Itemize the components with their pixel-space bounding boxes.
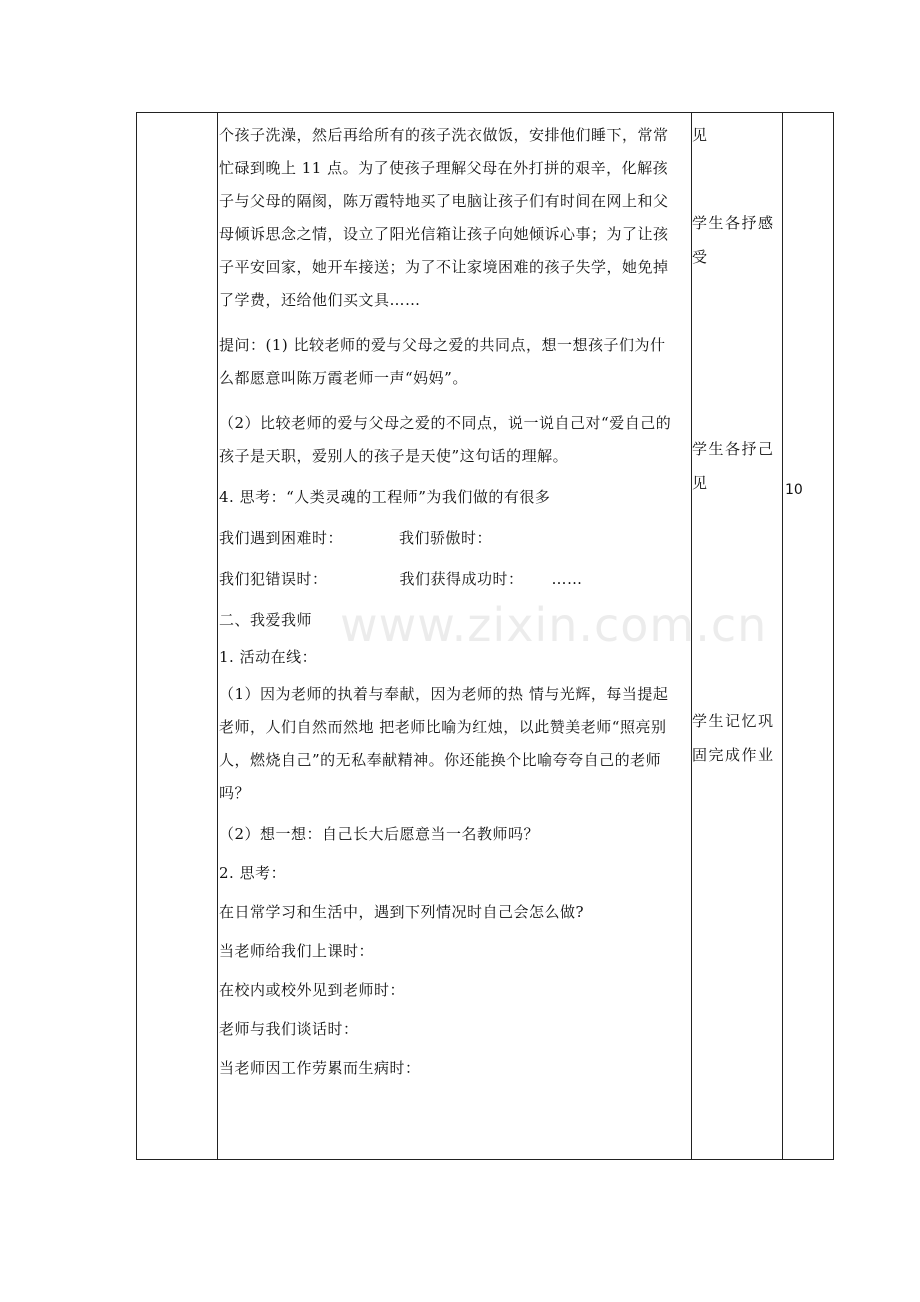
think-row (219, 522, 689, 555)
student-note: 见 (692, 126, 709, 144)
text-line: 人，燃烧自己”的无私奉献精神。你还能换个比喻夸夸自己的老师 (219, 751, 662, 769)
text-line: 2. 思考： (219, 864, 287, 882)
section-heading: 二、我爱我师 (219, 611, 313, 629)
text-line: （1）因为老师的执着与奉献，因为老师的热 情与光辉，每当提起 (219, 685, 669, 703)
text-line: 忙碌到晚上 11 点。为了使孩子理解父母在外打拼的艰辛，化解孩 (219, 159, 669, 177)
teaching-content-column (219, 112, 689, 1085)
think-item: …… (551, 570, 583, 588)
text-line: 母倾诉思念之情，设立了阳光信箱让孩子向她倾诉心事；为了让孩 (219, 225, 669, 243)
text-line: 在日常学习和生活中，遇到下列情况时自己会怎么做? (219, 903, 585, 921)
text-line: 子与父母的隔阂，陈万霞特地买了电脑让孩子们有时间在网上和父 (219, 192, 669, 210)
text-line: 个孩子洗澡，然后再给所有的孩子洗衣做饭，安排他们睡下，常常 (219, 126, 669, 144)
text-line: 子平安回家，她开车接送；为了不让家境困难的孩子失学，她免掉 (219, 258, 669, 276)
question-line: 孩子是天职，爱别人的孩子是天使”这句话的理解。 (219, 447, 569, 465)
text-line: 当老师因工作劳累而生病时： (219, 1059, 421, 1077)
question-line: 提问：(1) 比较老师的爱与父母之爱的共同点，想一想孩子们为什 (219, 336, 666, 354)
think-item: 我们获得成功时： (399, 570, 524, 588)
text-line: 老师，人们自然而然地 把老师比喻为红烛，以此赞美老师“照亮别 (219, 718, 667, 736)
text-line: 当老师给我们上课时： (219, 942, 375, 960)
think-item: 我们犯错误时： (219, 570, 328, 588)
student-note: 学生各抒感 受 (692, 214, 775, 266)
text-line: 吗？ (219, 784, 251, 802)
think-item: 我们骄傲时： (399, 529, 493, 547)
text-line: （2）想一想：自己长大后愿意当一名教师吗？ (219, 825, 540, 843)
question-line: （2）比较老师的爱与父母之爱的不同点，说一说自己对“爱自己的 (219, 414, 672, 432)
text-line: 在校内或校外见到老师时： (219, 981, 406, 999)
question-line: 4. 思考：“人类灵魂的工程师”为我们做的有很多 (219, 488, 551, 506)
watermark-text: www.zixin.com.cn (340, 598, 768, 652)
think-item: 我们遇到困难时： (219, 529, 344, 547)
question-line: 么都愿意叫陈万霞老师一声“妈妈”。 (219, 369, 468, 387)
time-minutes: 10 (785, 482, 803, 498)
column-divider (217, 113, 218, 1159)
student-note: 学生记忆巩 固完成作业 (692, 712, 775, 764)
text-line: 1. 活动在线： (219, 648, 318, 666)
student-note: 学生各抒己 见 (692, 440, 775, 492)
text-line: 老师与我们谈话时： (219, 1020, 359, 1038)
think-row (219, 563, 689, 596)
text-line: 了学费，还给他们买文具…… (219, 291, 421, 309)
column-divider (782, 113, 783, 1159)
